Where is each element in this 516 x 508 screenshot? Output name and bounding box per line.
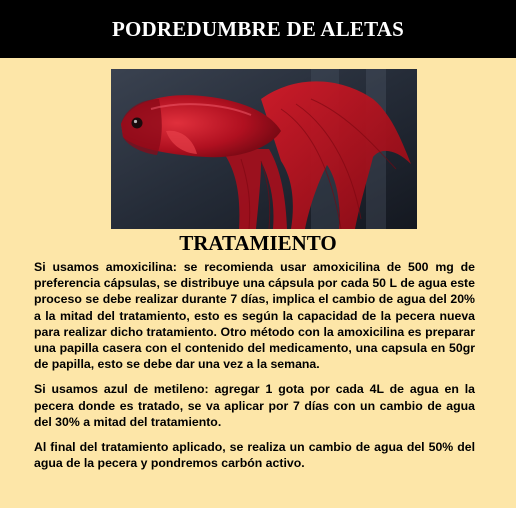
betta-fish-photo-icon	[111, 69, 417, 229]
page-title: PODREDUMBRE DE ALETAS	[111, 16, 405, 41]
paragraph-amoxicilina: Si usamos amoxicilina: se recomienda usar amoxicilina de 500 mg de preferencia cápsulas, se distribuye una cápsula por cada 50 L de agua este proceso se debe realizar durante 7 días, implica el cambio de agua del 20% a la mitad del tratamiento, esto es según la capacidad de la pecera nueva para realizar dicho tratamiento. Otro método con la amoxicilina es preparar una papilla casera con el contenido del medicamento, una capsula en 50gr de papilla, esto se debe dar una vez a la semana.	[34, 260, 475, 372]
paragraph-final: Al final del tratamiento aplicado, se realiza un cambio de agua del 50% del agua de la pecera y pondremos carbón activo.	[34, 440, 475, 471]
treatment-text	[34, 259, 475, 480]
paragraph-azul-metileno: Si usamos azul de metileno: agregar 1 gota por cada 4L de agua en la pecera donde es tratado, se va aplicar por 7 días con un cambio de agua del 30% a mitad del tratamiento.	[34, 382, 475, 429]
betta-fish-photo	[111, 69, 417, 229]
section-title: TRATAMIENTO	[179, 231, 337, 255]
header-bar	[0, 0, 516, 58]
